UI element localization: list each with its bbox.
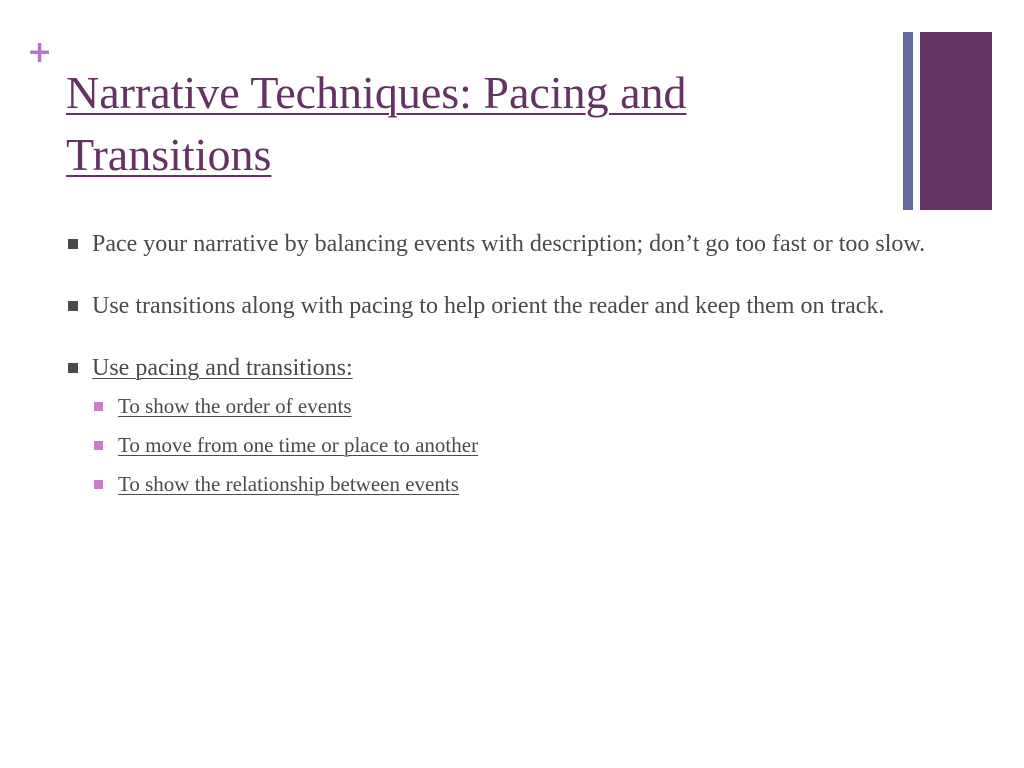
- sub-bullet-item: [92, 431, 966, 459]
- square-bullet-icon: [94, 402, 103, 411]
- square-bullet-icon: [68, 301, 78, 311]
- plus-icon: +: [27, 35, 53, 70]
- sub-bullet-link[interactable]: To move from one time or place to another: [118, 433, 479, 457]
- bullet-link[interactable]: Use pacing and transitions:: [92, 355, 353, 381]
- bullet-item: [66, 289, 966, 324]
- sub-bullet-link[interactable]: To show the order of events: [118, 394, 352, 418]
- square-bullet-icon: [68, 239, 78, 249]
- slide-title[interactable]: Narrative Techniques: Pacing and Transitions: [66, 67, 687, 180]
- bullet-text: Pace your narrative by balancing events with description; don’t go too fast or too slow.: [92, 231, 926, 257]
- square-bullet-icon: [94, 480, 103, 489]
- sub-bullet-link[interactable]: To show the relationship between events: [118, 472, 459, 496]
- square-bullet-icon: [68, 363, 78, 373]
- bullet-item: [66, 227, 966, 262]
- sub-bullet-item: [92, 392, 966, 420]
- sub-bullet-list: [66, 392, 966, 498]
- bullet-item: [66, 351, 966, 386]
- sub-bullet-item: [92, 470, 966, 498]
- accent-bar-thick: [920, 32, 992, 210]
- accent-bar-thin: [903, 32, 913, 210]
- slide-body: [66, 227, 966, 498]
- square-bullet-icon: [94, 441, 103, 450]
- bullet-text: Use transitions along with pacing to help orient the reader and keep them on track.: [92, 293, 885, 319]
